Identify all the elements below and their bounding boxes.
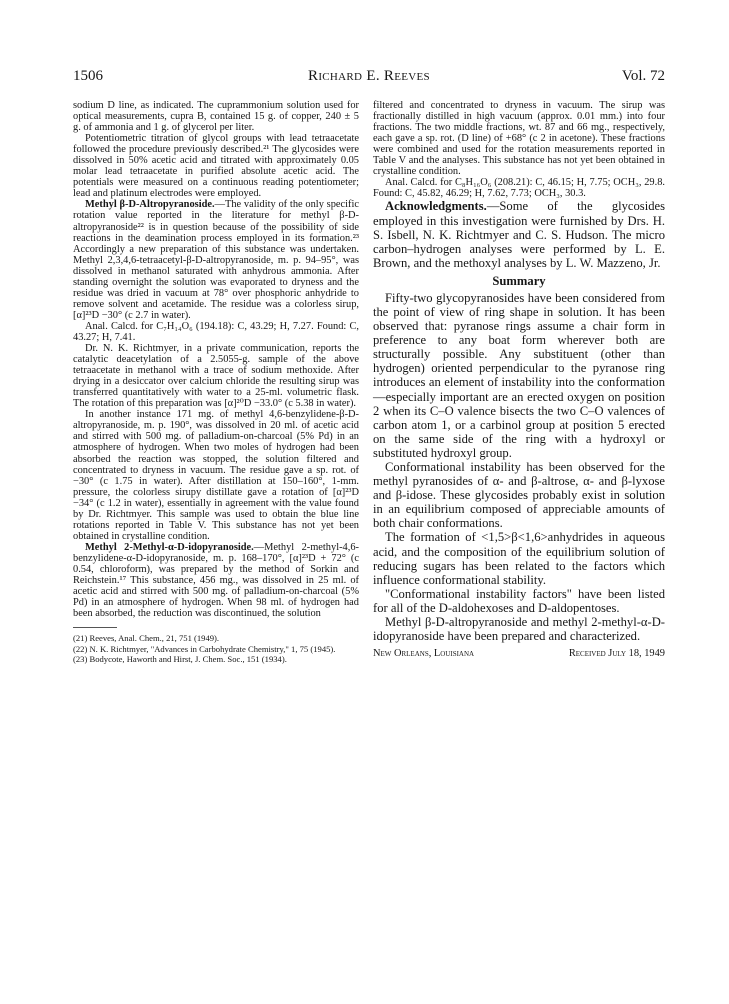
signature-line [373,646,665,662]
paragraph: filtered and concentrated to dryness in vacuum. The sirup was fractionally distilled in high vacuum (approx. 0.01 mm.) into four fractions. The two middle fractions, wt. 87 and 66 mg., respectively, each gave a sp. rot. (D line) of +68° (c 2 in acetone). These fractions were combined and used for the rotation measurements reported in Table V and the analyses. This substance has not yet been obtained in crystalline condition. [373,100,665,178]
section-heading: Methyl β-D-Altropyranoside. [85,199,215,211]
summary-paragraph: The formation of <1,5>β<1,6>anhydrides in aqueous acid, and the composition of the equilibrium solution of reducing sugars has been related to the factors which influence conformational stability. [373,530,665,587]
summary-paragraph: Methyl β-D-altropyranoside and methyl 2-methyl-α-D-idopyranoside have been prepared and characterized. [373,615,665,644]
left-column [73,100,359,665]
paragraph-body: —The validity of the only specific rotation value reported in the literature for methyl β-D-altropyranoside²² is in question because of the possibility of side reactions in the deamination process employed in its formation.²³ Accordingly a new preparation of this substance was undertaken. Methyl 2,3,4,6-tetraacetyl-β-D-altropyranoside, m. p. 94–95°, was dissolved in methanol saturated with anhydrous ammonia. After standing overnight the solution was evaporated to dryness and the residue was dried in vacuum at 78° over phosphoric anhydride to remove solvent and acetamide. The residue was a colorless sirup, [α]²³D −30° (c 2.7 in water). [73,199,359,321]
paragraph: In another instance 171 mg. of methyl 4,6-benzylidene-β-D-altropyranoside, m. p. 190°, was dissolved in 20 ml. of acetic acid and stirred with 500 mg. of palladium-on-charcoal (5% Pd) in an atmosphere of hydrogen. When two moles of hydrogen had been absorbed the reaction was stopped, the solution filtered and concentrated to dryness in vacuum. The residue gave a sp. rot. of −30° (c 1.75 in water). After distillation at 150–160°, 1-mm. pressure, the colorless sirupy distillate gave a rotation of [α]²³D −34° (c 1.2 in water), essentially in agreement with the value found by Dr. Richtmyer. This sample was used to obtain the blue line rotations reported in Table V. This substance has not yet been obtained in crystalline condition. [73,409,359,542]
acknowledgments [373,199,665,269]
paragraph [73,199,359,321]
summary-heading: Summary [492,273,546,288]
received-date: Received July 18, 1949 [568,648,665,660]
analysis-line: Anal. Calcd. for C₈H₁₆O₆ (208.21): C, 46.15; H, 7.75; OCH₃, 29.8. Found: C, 45.82, 46.29; H, 7.62, 7.73; OCH₃, 30.3. [373,177,665,200]
summary-paragraph: Fifty-two glycopyranosides have been considered from the point of view of ring shape in solution. It has been observed that: pyranose rings assume a chair form in preference to any boat form wherever both are structurally possible. Any substituent (other than hydrogen) oriented perpendicular to the pyranose ring introduces an element of instability into the conformation—especially important are an erected oxygen on position 2 when its C–O valence bisects the two C–O valences of carbon atom 1, or a carbinol group at position 5 erected on the same side of the ring with a hydroxyl or substituted hydroxyl group. [373,290,665,460]
footnote: (21) Reeves, Anal. Chem., 21, 751 (1949). [73,633,220,644]
footnote-rule [73,627,117,628]
paragraph-body: —Methyl 2-methyl-4,6-benzylidene-α-D-idopyranoside, m. p. 168–170°, [α]²³D + 72° (c 0.54, chloroform), was prepared by the method of Sorkin and Reichstein.¹⁷ This substance, 456 mg., was dissolved in 25 ml. of acetic acid and stirred with 500 mg. of palladium-on-charcoal (5% Pd) in an atmosphere of hydrogen. When 98 ml. of hydrogen had been absorbed, the reduction was discontinued, the solution [73,541,359,620]
right-column [373,100,665,662]
summary-paragraph: "Conformational instability factors" have been listed for all of the D-aldohexoses and D-aldopentoses. [373,586,665,615]
section-heading: Methyl 2-Methyl-α-D-idopyranoside. [85,541,254,553]
paragraph [73,542,359,619]
paragraph: Dr. N. K. Richtmyer, in a private communication, reports the catalytic deacetylation of a 2.5055-g. sample of the above tetraacetate in methanol with a trace of sodium methoxide. After drying in a desiccator over calcium chloride the resulting sirup was transferred quantitatively with water to a 25-ml. volumetric flask. The rotation of this preparation was [α]²⁰D −33.0° (c 5.38 in water). [73,343,359,410]
volume-label: Vol. 72 [621,68,665,84]
acknowledgments-body: —Some of the glycosides employed in this investigation were furnished by Drs. H. S. Isbell, N. K. Richtmyer and C. S. Hudson. The micro carbon–hydrogen analyses were performed by L. E. Brown, and the methoxyl analyses by L. W. Mazzeno, Jr. [373,199,665,270]
analysis-line: Anal. Calcd. for C₇H₁₄O₆ (194.18): C, 43.29; H, 7.27. Found: C, 43.27; H, 7.41. [73,320,359,343]
page-header [73,66,665,86]
page-number: 1506 [73,68,103,84]
paragraph: sodium D line, as indicated. The cuprammonium solution used for optical measurements, cupra B, contained 15 g. of copper, 240 ± 5 g. of ammonia and 1 g. of glycerol per liter. [73,100,359,134]
paragraph: Potentiometric titration of glycol groups with lead tetraacetate followed the procedure previously described.²¹ The glycosides were dissolved in 50% acetic acid and titrated with approximately 0.05 molar lead tetraacetate in purified absolute acetic acid. The potentials were measured on a continuous reading potentiometer; lead and platinum electrodes were employed. [73,133,359,200]
footnote: (23) Bodycote, Haworth and Hirst, J. Chem. Soc., 151 (1934). [73,654,287,665]
footnote: (22) N. K. Richtmyer, "Advances in Carbohydrate Chemistry," 1, 75 (1945). [73,643,336,654]
running-head: Richard E. Reeves [308,68,430,84]
acknowledgments-heading: Acknowledgments. [385,199,487,214]
summary-paragraph: Conformational instability has been observed for the methyl pyranosides of α- and β-altrose, α- and β-lyxose and β-idose. These glycosides probably exist in solution in an equilibrium composed of appreciable amounts of both chair conformations. [373,460,665,531]
location: New Orleans, Louisiana [373,648,475,660]
